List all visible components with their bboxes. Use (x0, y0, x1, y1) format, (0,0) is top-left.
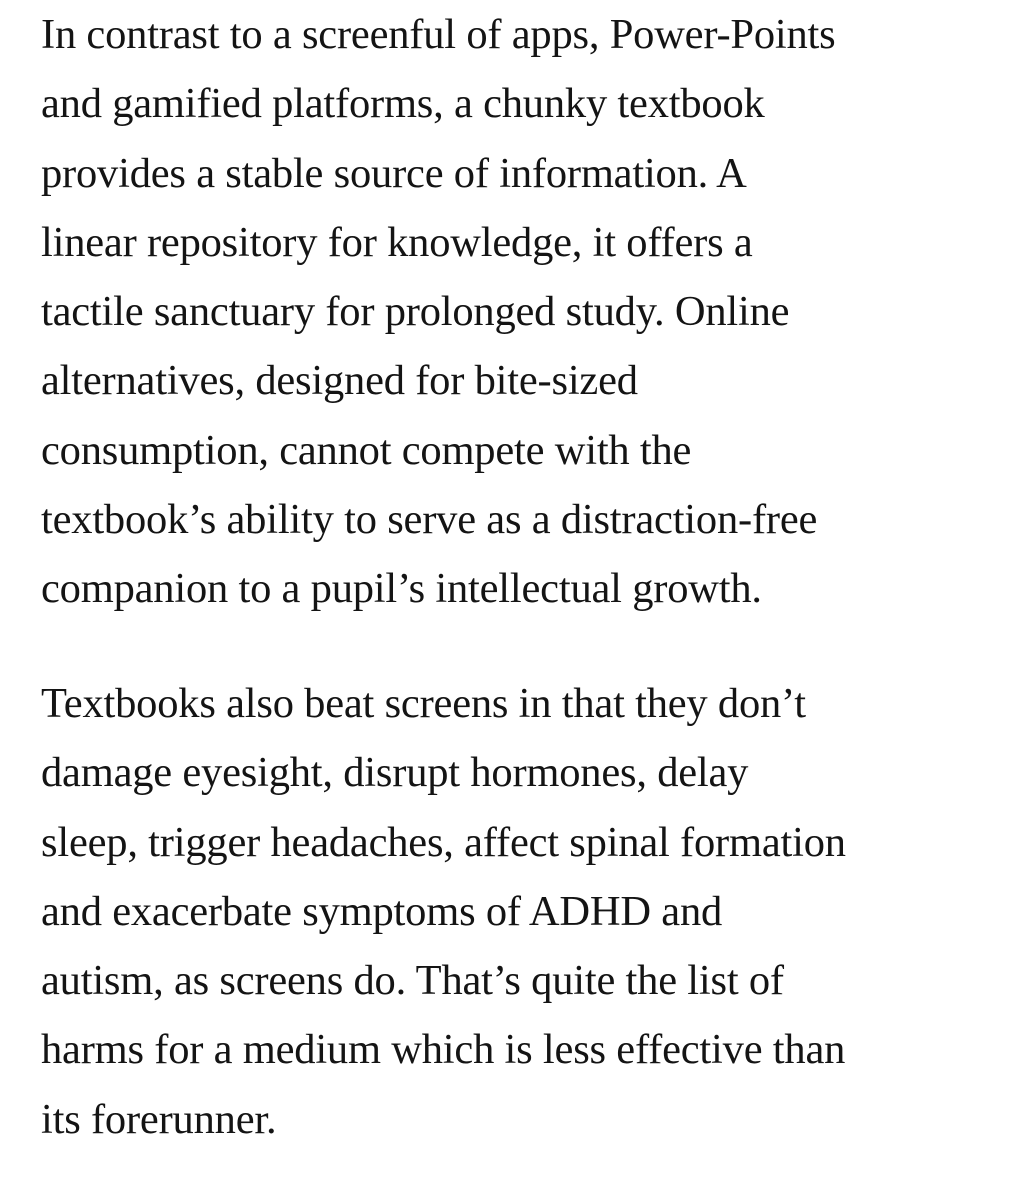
text-line: consumption, cannot compete with the (41, 426, 692, 474)
text-line: companion to a pupil’s intellectual growth. (41, 565, 762, 613)
text-line: its forerunner. (41, 1095, 277, 1143)
text-line: Textbooks also beat screens in that they don’t (41, 680, 806, 727)
text-line: textbook’s ability to serve as a distraction-free (41, 496, 818, 544)
paragraph-2 (41, 669, 1011, 1154)
text-line: linear repository for knowledge, it offers a (41, 218, 753, 266)
text-line: tactile sanctuary for prolonged study. Online (41, 288, 790, 336)
text-line: sleep, trigger headaches, affect spinal formation (41, 818, 846, 866)
text-line: provides a stable source of information. A (41, 149, 747, 197)
text-line: In contrast to a screenful of apps, Power-Points (41, 11, 836, 58)
text-line: autism, as screens do. That’s quite the list of (41, 957, 784, 1005)
text-line: and gamified platforms, a chunky textbook (41, 80, 765, 128)
text-line: damage eyesight, disrupt hormones, delay (41, 749, 749, 797)
text-line: and exacerbate symptoms of ADHD and (41, 887, 723, 935)
paragraph-1 (41, 0, 1011, 624)
text-line: harms for a medium which is less effective than (41, 1026, 846, 1074)
text-line: alternatives, designed for bite-sized (41, 357, 638, 405)
